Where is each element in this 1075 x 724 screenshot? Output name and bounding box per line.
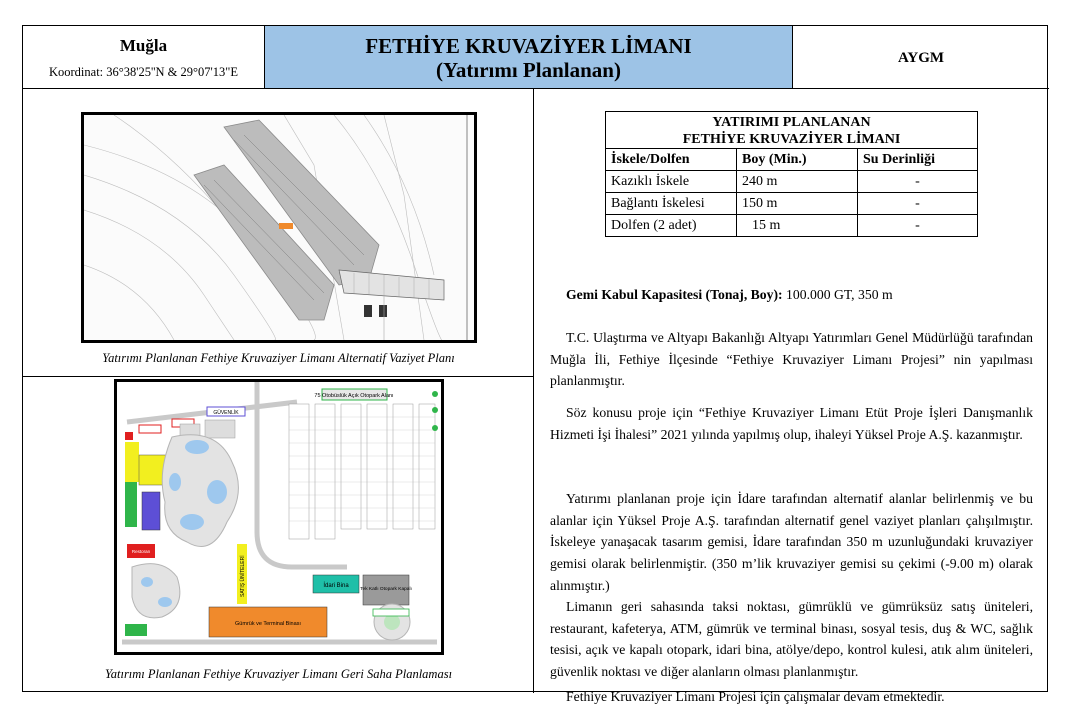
sales-label: SATIŞ ÜNİTELERİ [240, 555, 246, 597]
pier-spec-table [605, 111, 978, 237]
header-location-cell [23, 26, 265, 89]
capacity-label: Gemi Kabul Kapasitesi (Tonaj, Boy): [566, 287, 783, 302]
header-title-cell [265, 26, 793, 89]
table-cell: Kazıklı İskele [606, 171, 737, 193]
site-plan-image [81, 112, 477, 343]
document-frame [22, 25, 1048, 704]
car-park-label: Tek Katlı Otopark Kapalı [360, 587, 412, 592]
figure2-caption: Yatırımı Planlanan Fethiye Kruvaziyer Limanı Geri Saha Planlaması [104, 667, 453, 681]
table-cell: - [858, 215, 978, 237]
paragraph-5: Fethiye Kruvaziyer Limanı Projesi için çalışmalar devam etmektedir. [566, 689, 945, 704]
table-cell: 150 m [737, 193, 858, 215]
site-plan-drawing [84, 115, 474, 340]
capacity-value: 100.000 GT, 350 m [782, 287, 893, 302]
agency-name: AYGM [897, 50, 945, 66]
table-row [606, 193, 978, 215]
terminal-label: Gümrük ve Terminal Binası [235, 621, 301, 627]
table-cell: - [858, 193, 978, 215]
back-area-plan-image [114, 379, 444, 655]
table-title-line2: FETHİYE KRUVAZİYER LİMANI [682, 132, 901, 147]
table-row [606, 215, 978, 237]
table-cell: Dolfen (2 adet) [606, 215, 737, 237]
province-name: Muğla [119, 36, 168, 55]
table-cell: 240 m [737, 171, 858, 193]
table-row [606, 171, 978, 193]
page-subtitle: (Yatırımı Planlanan) [436, 58, 621, 82]
admin-label: İdari Bina [323, 583, 349, 589]
table-title-line1: YATIRIMI PLANLANAN [712, 115, 871, 130]
table-header-cell: Boy (Min.) [737, 149, 858, 171]
parking-label: 75 Otobüslük Açık Otopark Alanı [314, 393, 394, 399]
page-title: FETHİYE KRUVAZİYER LİMANI [365, 34, 692, 58]
paragraph-3: Yatırımı planlanan proje için İdare tarafından alternatif alanlar belirlenmiş ve bu alanlar için Yüksel Proje A.Ş. tarafından alternatif genel vaziyet planları çalışılmıştır. İskeleye yanaşacak tasarım gemisi, İdare tarafından 350 m uzunluğundaki kruvaziyer gemisi olarak belirlenmiştir. (350 m’lik kruvaziyer gemisi su çekimi (-9.00 m) olarak alınmıştır.) [550, 491, 1033, 593]
table-cell: Bağlantı İskelesi [606, 193, 737, 215]
table-cell: 15 m [737, 215, 858, 237]
table-title [606, 112, 978, 149]
header-agency-cell [793, 26, 1049, 89]
paragraph-2: Söz konusu proje için “Fethiye Kruvaziyer Limanı Etüt Proje İşleri Danışmanlık Hizmeti İşi İhalesi” 2021 yılında yapılmış olup, ihaleyi Yüksel Proje A.Ş. kazanmıştır. [550, 405, 1033, 442]
restaurant-label: Restoran [131, 549, 151, 554]
table-cell: - [858, 171, 978, 193]
paragraph-1: T.C. Ulaştırma ve Altyapı Bakanlığı Altyapı Yatırımları Genel Müdürlüğü tarafından Muğla İli, Fethiye İlçesinde “Fethiye Kruvaziyer Limanı Projesi” nin yapılması planlanmıştır. [550, 330, 1033, 389]
security-label: GÜVENLİK [213, 410, 239, 416]
table-header-cell: Su Derinliği [858, 149, 978, 171]
paragraph-4: Limanın geri sahasında taksi noktası, gümrüklü ve gümrüksüz satış üniteleri, restaurant, kafeterya, ATM, gümrük ve terminal binası, sosyal tesis, duş & WC, sağlık tesisi, açık ve kapalı otopark, idari bina, atölye/depo, kontrol kulesi, atık alım üniteleri, güvenlik noktası ve diğer alanların olması planlanmıştır. [550, 599, 1033, 680]
figure1-caption: Yatırımı Planlanan Fethiye Kruvaziyer Limanı Alternatif Vaziyet Planı [102, 351, 455, 365]
capacity-line [550, 284, 1033, 306]
figures-column [23, 89, 534, 693]
figure-divider [23, 376, 534, 377]
back-area-drawing [117, 382, 441, 652]
table-header-row [606, 149, 978, 171]
info-column [534, 89, 1049, 704]
table-header-cell: İskele/Dolfen [606, 149, 737, 171]
coordinate-text: Koordinat: 36°38'25''N & 29°07'13"E [48, 65, 239, 79]
